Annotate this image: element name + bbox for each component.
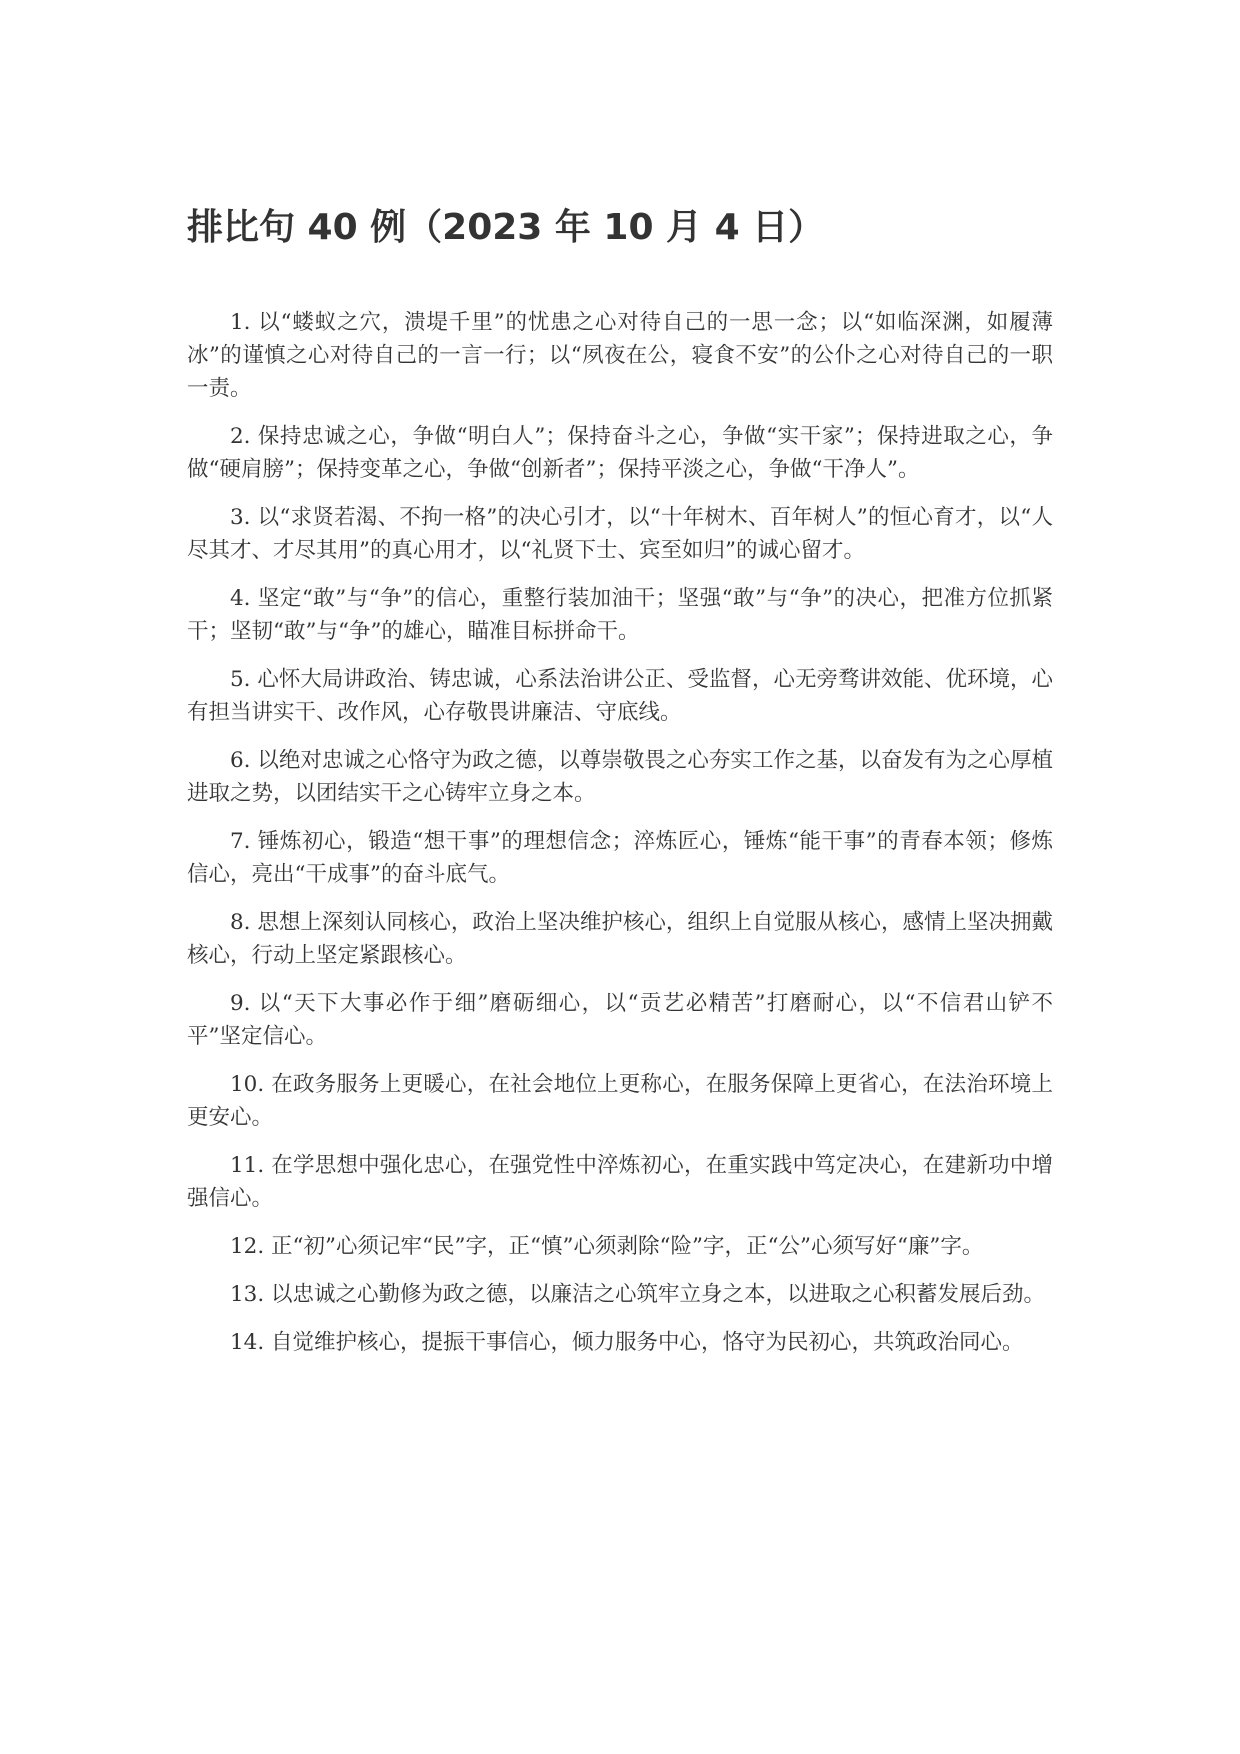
paragraph-6: 6. 以绝对忠诚之心恪守为政之德，以尊崇敬畏之心夯实工作之基，以奋发有为之心厚植进取之势，以团结实干之心铸牢立身之本。 [187,748,1053,806]
page-title: 排比句 40 例（2023 年 10 月 4 日） [187,207,825,248]
paragraph-5: 5. 心怀大局讲政治、铸忠诚，心系法治讲公正、受监督，心无旁骛讲效能、优环境，心有担当讲实干、改作风，心存敬畏讲廉洁、守底线。 [187,667,1053,725]
paragraph-14: 14. 自觉维护核心，提振干事信心，倾力服务中心，恪守为民初心，共筑政治同心。 [230,1330,1024,1355]
paragraph-11: 11. 在学思想中强化忠心，在强党性中淬炼初心，在重实践中笃定决心，在建新功中增强信心。 [187,1153,1053,1211]
paragraph-4: 4. 坚定“敢”与“争”的信心，重整行装加油干；坚强“敢”与“争”的决心，把准方位抓紧干；坚韧“敢”与“争”的雄心，瞄准目标拼命干。 [187,586,1053,644]
paragraph-12: 12. 正“初”心须记牢“民”字，正“慎”心须剥除“险”字，正“公”心须写好“廉”字。 [230,1234,984,1259]
document-body [187,306,1053,1374]
paragraph-2: 2. 保持忠诚之心，争做“明白人”；保持奋斗之心，争做“实干家”；保持进取之心，争做“硬肩膀”；保持变革之心，争做“创新者”；保持平淡之心，争做“干净人”。 [187,424,1053,482]
paragraph-3: 3. 以“求贤若渴、不拘一格”的决心引才，以“十年树木、百年树人”的恒心育才，以“人尽其才、才尽其用”的真心用才，以“礼贤下士、宾至如归”的诚心留才。 [187,505,1053,563]
paragraph-9: 9. 以“天下大事必作于细”磨砺细心，以“贡艺必精苦”打磨耐心，以“不信君山铲不平”坚定信心。 [187,991,1053,1049]
paragraph-8: 8. 思想上深刻认同核心，政治上坚决维护核心，组织上自觉服从核心，感情上坚决拥戴核心，行动上坚定紧跟核心。 [187,910,1053,968]
paragraph-13: 13. 以忠诚之心勤修为政之德，以廉洁之心筑牢立身之本，以进取之心积蓄发展后劲。 [230,1282,1046,1307]
paragraph-7: 7. 锤炼初心，锻造“想干事”的理想信念；淬炼匠心，锤炼“能干事”的青春本领；修炼信心，亮出“干成事”的奋斗底气。 [187,829,1053,887]
paragraph-10: 10. 在政务服务上更暖心，在社会地位上更称心，在服务保障上更省心，在法治环境上更安心。 [187,1072,1053,1130]
paragraph-1: 1. 以“蝼蚁之穴，溃堤千里”的忧患之心对待自己的一思一念；以“如临深渊，如履薄冰”的谨慎之心对待自己的一言一行；以“夙夜在公，寝食不安”的公仆之心对待自己的一职一责。 [187,310,1053,401]
